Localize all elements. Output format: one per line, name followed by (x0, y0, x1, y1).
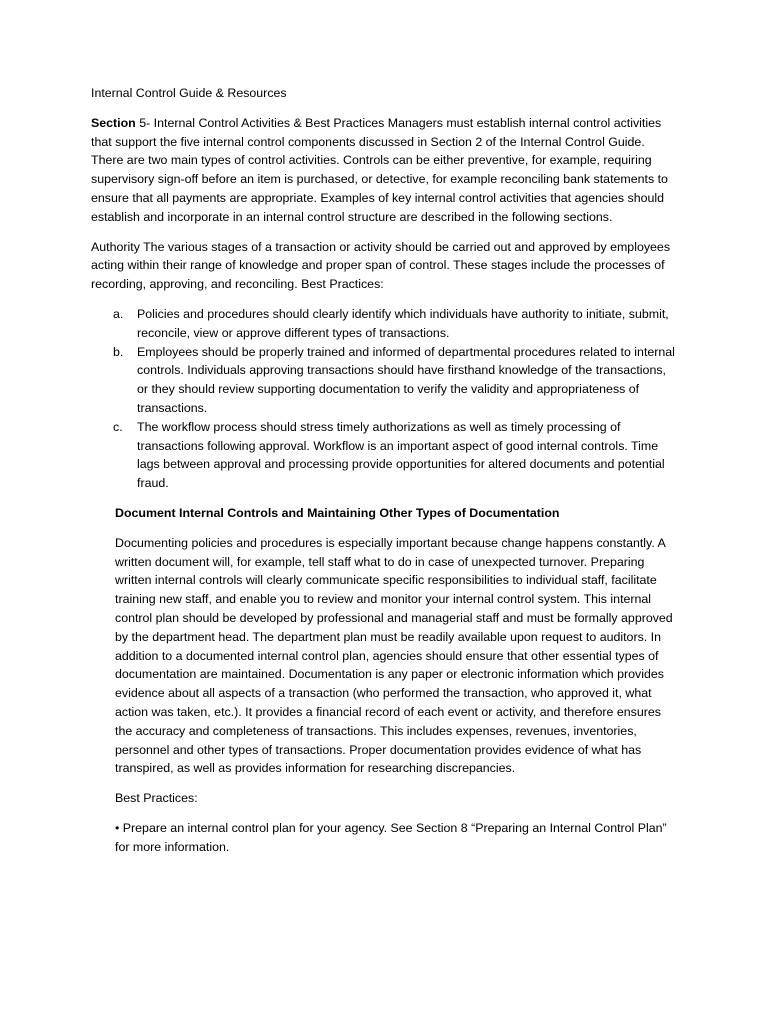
list-item (113, 305, 678, 343)
list-item-text: Employees should be properly trained and informed of departmental procedures related to internal controls. Individuals approving transactions should have firsthand knowledge of the transactions, or they should review supporting documentation to verify the validity and appropriateness of transactions. (137, 344, 675, 415)
list-item-marker: c. (113, 419, 123, 434)
documentation-heading: Document Internal Controls and Maintaining Other Types of Documentation (115, 505, 560, 520)
document-title: Internal Control Guide & Resources (91, 86, 287, 100)
bullet-item: • Prepare an internal control plan for your agency. See Section 8 “Preparing an Internal Control Plan” for more information. (115, 820, 667, 854)
best-practices-label: Best Practices: (115, 791, 198, 806)
authority-paragraph: Authority The various stages of a transaction or activity should be carried out and approved by employees acting within their range of knowledge and proper span of control. These stages include the processes of recording, approving, and reconciling. Best Practices: (91, 239, 671, 292)
section-intro-text: 5- Internal Control Activities & Best Practices Managers must establish internal control activities that support the five internal control components discussed in Section 2 of the Internal Control Guide. There are two main types of control activities. Controls can be either preventive, for example, requiring supervisory sign-off before an item is purchased, or detective, for example reconciling bank statements to ensure that all payments are appropriate. Examples of key internal control activities that agencies should establish and incorporate in an internal control structure are described in the following sections. (91, 115, 668, 224)
documentation-paragraph: Documenting policies and procedures is especially important because change happens constantly. A written document will, for example, tell staff what to do in case of unexpected turnover. Preparing written internal controls will clearly communicate specific responsibilities to individual staff, facilitate training new staff, and enable you to review and monitor your internal control system. This internal control plan should be developed by professional and managerial staff and must be formally approved by the department head. The department plan must be readily available upon request to auditors. In addition to a documented internal control plan, agencies should ensure that other essential types of documentation are maintained. Documentation is any paper or electronic information which provides evidence about all aspects of a transaction (who performed the transaction, who approved it, what action was taken, etc.). It provides a financial record of each event or activity, and therefore ensures the accuracy and completeness of transactions. This includes expenses, revenues, inventories, personnel and other types of transactions. Proper documentation provides evidence of what has transpired, as well as provides information for researching discrepancies. (115, 535, 673, 776)
list-item-marker: b. (113, 344, 124, 359)
section-intro-paragraph (91, 114, 678, 227)
authority-best-practices-list (91, 305, 678, 493)
list-item-text: The workflow process should stress timely authorizations as well as timely processing of transactions following approval. Workflow is an important aspect of good internal controls. Time lags between approval and processing provide opportunities for altered documents and potential fraud. (137, 419, 665, 491)
list-item-text: Policies and procedures should clearly identify which individuals have authority to initiate, submit, reconcile, view or approve different types of transactions. (137, 306, 669, 340)
list-item (113, 343, 678, 418)
section-label: Section (91, 115, 136, 130)
list-item-marker: a. (113, 306, 124, 321)
documentation-section (91, 504, 678, 857)
list-item (113, 418, 678, 493)
